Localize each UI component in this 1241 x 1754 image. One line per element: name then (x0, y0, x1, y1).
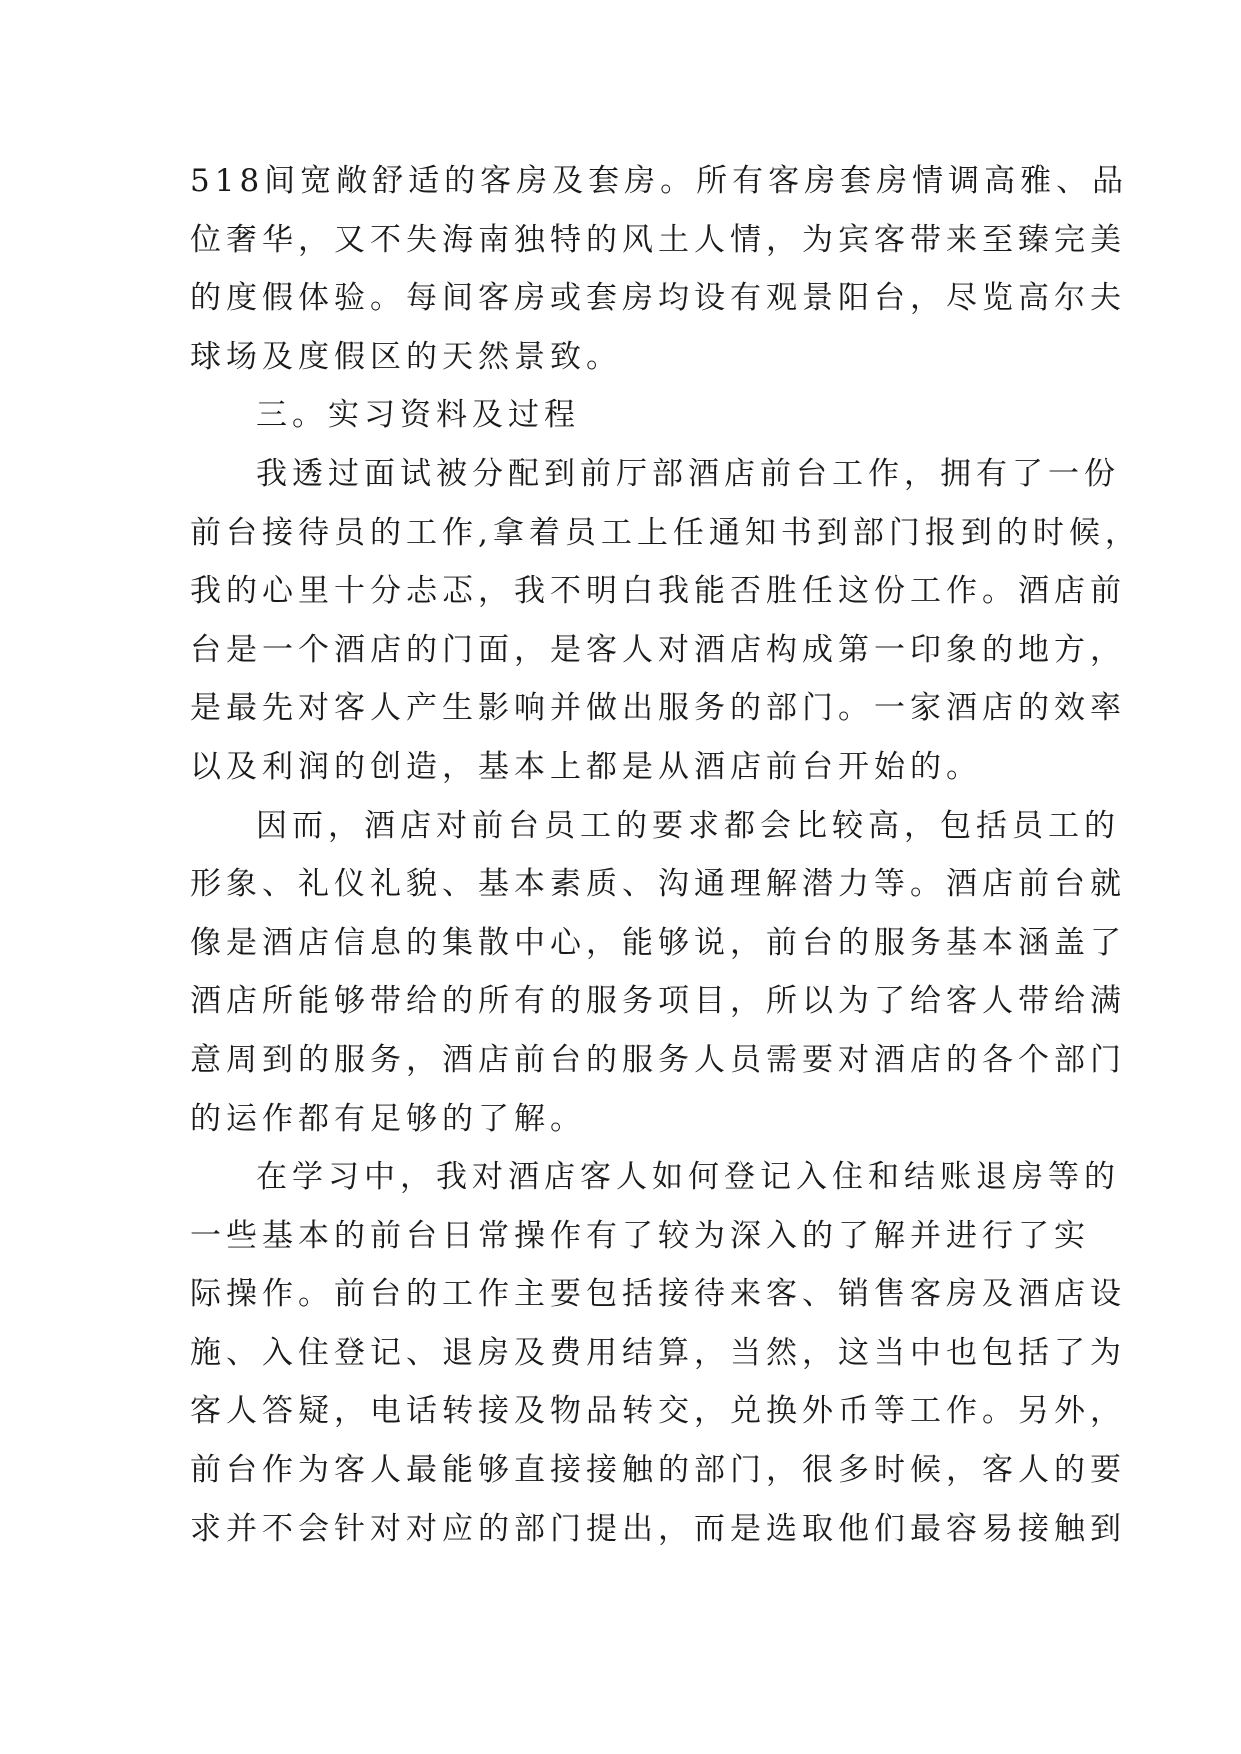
section-heading: 三。实习资料及过程 (256, 397, 580, 434)
text-line: 形象、礼仪礼貌、基本素质、沟通理解潜力等。酒店前台就 (190, 866, 1126, 903)
text-line: 以及利润的创造，基本上都是从酒店前台开始的。 (190, 748, 982, 785)
text-line: 在学习中，我对酒店客人如何登记入住和结账退房等的 (256, 1159, 1120, 1196)
text-line: 台是一个酒店的门面，是客人对酒店构成第一印象的地方， (190, 631, 1126, 668)
text-line: 客人答疑，电话转接及物品转交，兑换外币等工作。另外， (190, 1393, 1126, 1430)
text-line: 位奢华，又不失海南独特的风土人情，为宾客带来至臻完美 (190, 221, 1126, 258)
text-line: 像是酒店信息的集散中心，能够说，前台的服务基本涵盖了 (190, 924, 1126, 961)
text-line: 我透过面试被分配到前厅部酒店前台工作，拥有了一份 (256, 455, 1120, 492)
text-line: 是最先对客人产生影响并做出服务的部门。一家酒店的效率 (190, 690, 1126, 727)
text-line: 我的心里十分忐忑，我不明白我能否胜任这份工作。酒店前 (190, 573, 1126, 610)
text-line: 酒店所能够带给的所有的服务项目，所以为了给客人带给满 (190, 983, 1126, 1020)
text-line: 因而，酒店对前台员工的要求都会比较高，包括员工的 (256, 807, 1120, 844)
text-line: 的度假体验。每间客房或套房均设有观景阳台，尽览高尔夫 (190, 280, 1126, 317)
text-line: 的运作都有足够的了解。 (190, 1100, 586, 1137)
body-text (190, 152, 1141, 1558)
text-line: 一些基本的前台日常操作有了较为深入的了解并进行了实 (190, 1217, 1090, 1254)
text-line: 前台作为客人最能够直接接触的部门，很多时候，客人的要 (190, 1452, 1126, 1489)
text-line: 意周到的服务，酒店前台的服务人员需要对酒店的各个部门 (190, 1041, 1126, 1078)
text-line: 球场及度假区的天然景致。 (190, 338, 622, 375)
text-line: 前台接待员的工作,拿着员工上任通知书到部门报到的时候， (190, 514, 1141, 551)
text-line: 际操作。前台的工作主要包括接待来客、销售客房及酒店设 (190, 1276, 1126, 1313)
text-line: 施、入住登记、退房及费用结算，当然，这当中也包括了为 (190, 1334, 1126, 1371)
text-line: 求并不会针对对应的部门提出，而是选取他们最容易接触到 (190, 1510, 1126, 1547)
text-line: 518间宽敞舒适的客房及套房。所有客房套房情调高雅、品 (190, 163, 1129, 199)
